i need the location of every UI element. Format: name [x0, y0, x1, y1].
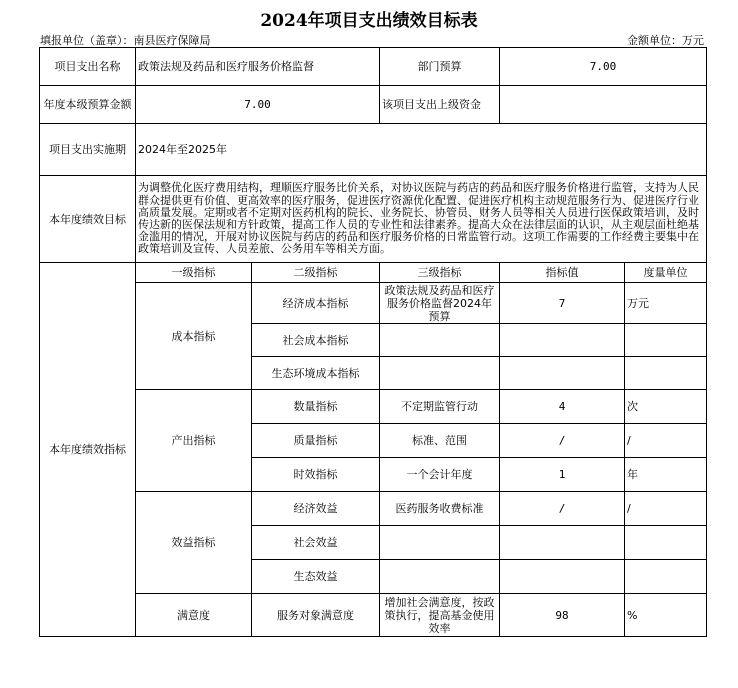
page-title: 2024年项目支出绩效目标表: [260, 11, 478, 31]
unit-cell: 次: [625, 390, 707, 424]
table-row: [40, 176, 707, 263]
level3-cell: 标准、范围: [380, 424, 500, 458]
level3-cell: 一个会计年度: [380, 458, 500, 492]
period-label: 项目支出实施期: [40, 124, 136, 176]
table-row: [40, 492, 707, 526]
goal-description: 为调整优化医疗费用结构，理顺医疗服务比价关系，对协议医院与药店的药品和医疗服务价格进行监管，支持为人民群众提供更有价值、更高效率的医疗服务，促进医疗资源优化配置、促进医疗机构主动规范服务行为、促进医疗行业高质量发展。定期或者不定期对医药机构的院长、业务院长、协管员、财务人员等相关人员进行医保政策培训，及时传达新的医保法规和方针政策，提高工作人员的专业性和法律素养。提高大众在法律层面的认识，从主观层面杜绝基金滥用的情况，开展对协议医院与药店的药品和医疗服务价格的日常监管行动。这项工作需要的工作经费主要集中在政策培训及宣传、人员差旅、公务用车等相关方面。: [136, 176, 707, 263]
unit-cell: [625, 324, 707, 357]
level2-cell: 服务对象满意度: [252, 594, 380, 637]
table-row: [40, 48, 707, 86]
unit-cell: 年: [625, 458, 707, 492]
header-unit: 度量单位: [625, 263, 707, 283]
header-level1: 一级指标: [136, 263, 252, 283]
group-cost: 成本指标: [136, 283, 252, 390]
value-cell: [500, 357, 625, 390]
level2-cell: 经济成本指标: [252, 283, 380, 324]
reporting-unit: 填报单位（盖章）：南县医疗保障局: [40, 34, 211, 47]
level2-cell: 社会成本指标: [252, 324, 380, 357]
level2-cell: 数量指标: [252, 390, 380, 424]
table-row: [40, 390, 707, 424]
level2-cell: 经济效益: [252, 492, 380, 526]
level3-cell: [380, 357, 500, 390]
level2-cell: 社会效益: [252, 526, 380, 560]
level3-cell: 政策法规及药品和医疗服务价格监督2024年预算: [380, 283, 500, 324]
level2-cell: 时效指标: [252, 458, 380, 492]
unit-cell: /: [625, 492, 707, 526]
value-cell: 4: [500, 390, 625, 424]
value-cell: /: [500, 492, 625, 526]
level3-cell: [380, 526, 500, 560]
superior-funds-label: 该项目支出上级资金: [380, 86, 500, 124]
dept-budget-value: 7.00: [500, 48, 707, 86]
superior-funds-value: [500, 86, 707, 124]
unit-cell: [625, 357, 707, 390]
table-row: [40, 86, 707, 124]
table-row: [40, 283, 707, 324]
project-name-value: 政策法规及药品和医疗服务价格监督: [136, 48, 380, 86]
value-cell: [500, 526, 625, 560]
value-cell: /: [500, 424, 625, 458]
header-level3: 三级指标: [380, 263, 500, 283]
indicator-header-row: [40, 263, 707, 283]
level2-cell: 质量指标: [252, 424, 380, 458]
unit-cell: /: [625, 424, 707, 458]
level3-cell: 医药服务收费标准: [380, 492, 500, 526]
level2-cell: 生态环境成本指标: [252, 357, 380, 390]
value-cell: 1: [500, 458, 625, 492]
group-satisfaction: 满意度: [136, 594, 252, 637]
dept-budget-label: 部门预算: [380, 48, 500, 86]
target-table: [39, 47, 707, 637]
group-output: 产出指标: [136, 390, 252, 492]
annual-budget-label: 年度本级预算金额: [40, 86, 136, 124]
table-row: [40, 124, 707, 176]
level2-cell: 生态效益: [252, 560, 380, 594]
level3-cell: 增加社会满意度，按政策执行，提高基金使用效率: [380, 594, 500, 637]
unit-cell: [625, 560, 707, 594]
group-benefit: 效益指标: [136, 492, 252, 594]
value-cell: [500, 324, 625, 357]
unit-cell: [625, 526, 707, 560]
level3-cell: 不定期监管行动: [380, 390, 500, 424]
header-value: 指标值: [500, 263, 625, 283]
unit-cell: 万元: [625, 283, 707, 324]
indicators-label: 本年度绩效指标: [40, 263, 136, 637]
amount-unit: 金额单位：万元: [627, 34, 704, 47]
value-cell: [500, 560, 625, 594]
period-value: 2024年至2025年: [136, 124, 707, 176]
value-cell: 7: [500, 283, 625, 324]
header-level2: 二级指标: [252, 263, 380, 283]
level3-cell: [380, 560, 500, 594]
project-name-label: 项目支出名称: [40, 48, 136, 86]
goal-label: 本年度绩效目标: [40, 176, 136, 263]
annual-budget-value: 7.00: [136, 86, 380, 124]
table-row: [40, 594, 707, 637]
level3-cell: [380, 324, 500, 357]
unit-cell: %: [625, 594, 707, 637]
value-cell: 98: [500, 594, 625, 637]
